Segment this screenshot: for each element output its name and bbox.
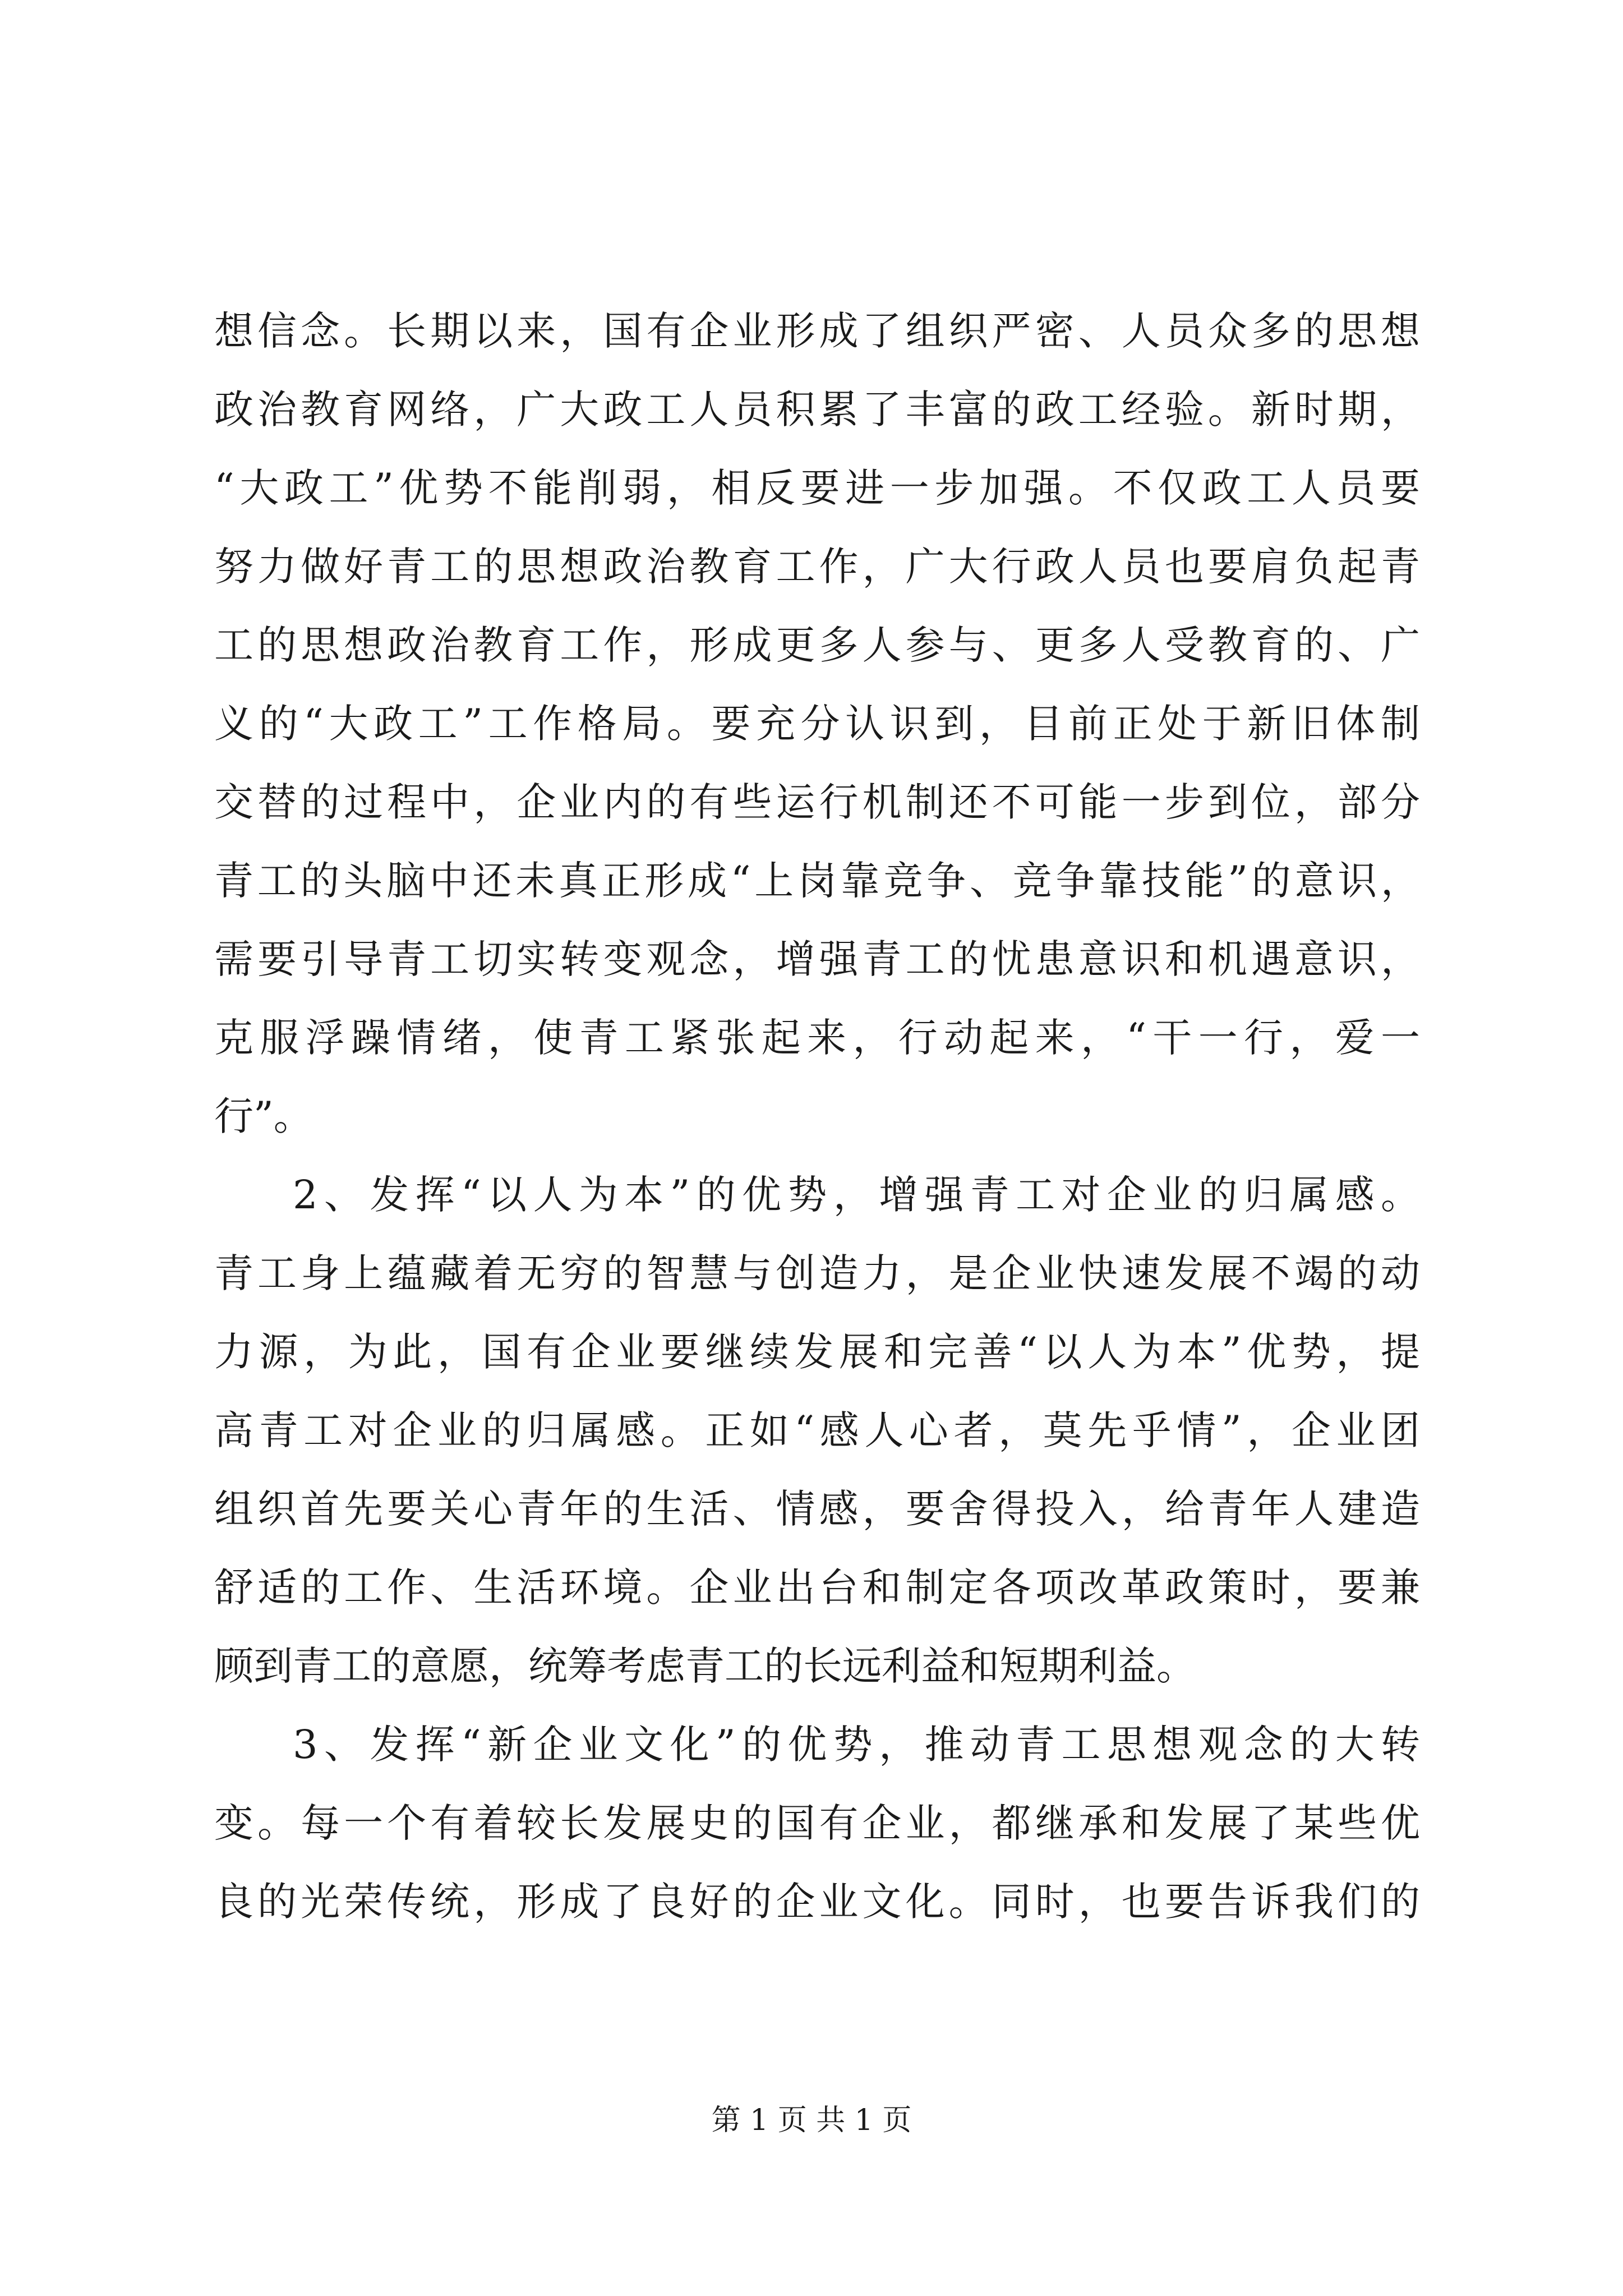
text-line: 高青工对企业的归属感。正如“感人心者，莫先乎情”，企业团 [214,1407,1420,1453]
text-line: 工的思想政治教育工作，形成更多人参与、更多人受教育的、广 [214,622,1420,668]
paragraph-heading-line: 2、发挥“以人为本”的优势，增强青工对企业的归属感。 [293,1172,1420,1218]
text-line: 顾到青工的意愿，统筹考虑青工的长远利益和短期利益。 [214,1643,1196,1689]
text-line: 交替的过程中，企业内的有些运行机制还不可能一步到位，部分 [214,779,1420,825]
text-line: 义的“大政工”工作格局。要充分认识到，目前正处于新旧体制 [214,701,1420,747]
text-line: 行”。 [214,1093,313,1139]
document-body [214,292,1420,1941]
text-line: 青工的头脑中还未真正形成“上岗靠竞争、竞争靠技能”的意识， [214,858,1420,904]
text-line: 想信念。长期以来，国有企业形成了组织严密、人员众多的思想 [214,308,1420,354]
text-line: 变。每一个有着较长发展史的国有企业，都继承和发展了某些优 [214,1800,1420,1846]
paragraph-heading-line: 3、发挥“新企业文化”的优势，推动青工思想观念的大转 [293,1722,1420,1768]
text-line: 政治教育网络，广大政工人员积累了丰富的政工经验。新时期， [214,386,1420,432]
text-line: 青工身上蕴藏着无穷的智慧与创造力，是企业快速发展不竭的动 [214,1250,1420,1296]
text-line: “大政工”优势不能削弱，相反要进一步加强。不仅政工人员要 [214,465,1420,511]
text-line: 组织首先要关心青年的生活、情感，要舍得投入，给青年人建造 [214,1486,1420,1532]
text-line: 努力做好青工的思想政治教育工作，广大行政人员也要肩负起青 [214,544,1420,590]
text-line: 需要引导青工切实转变观念，增强青工的忧患意识和机遇意识， [214,936,1420,982]
text-line: 克服浮躁情绪，使青工紧张起来，行动起来，“干一行，爱一 [214,1015,1420,1061]
text-line: 力源，为此，国有企业要继续发展和完善“以人为本”优势，提 [214,1329,1420,1375]
text-line: 舒适的工作、生活环境。企业出台和制定各项改革政策时，要兼 [214,1565,1420,1611]
text-line: 良的光荣传统，形成了良好的企业文化。同时，也要告诉我们的 [214,1879,1420,1925]
page-footer: 第 1 页 共 1 页 [711,2104,912,2137]
